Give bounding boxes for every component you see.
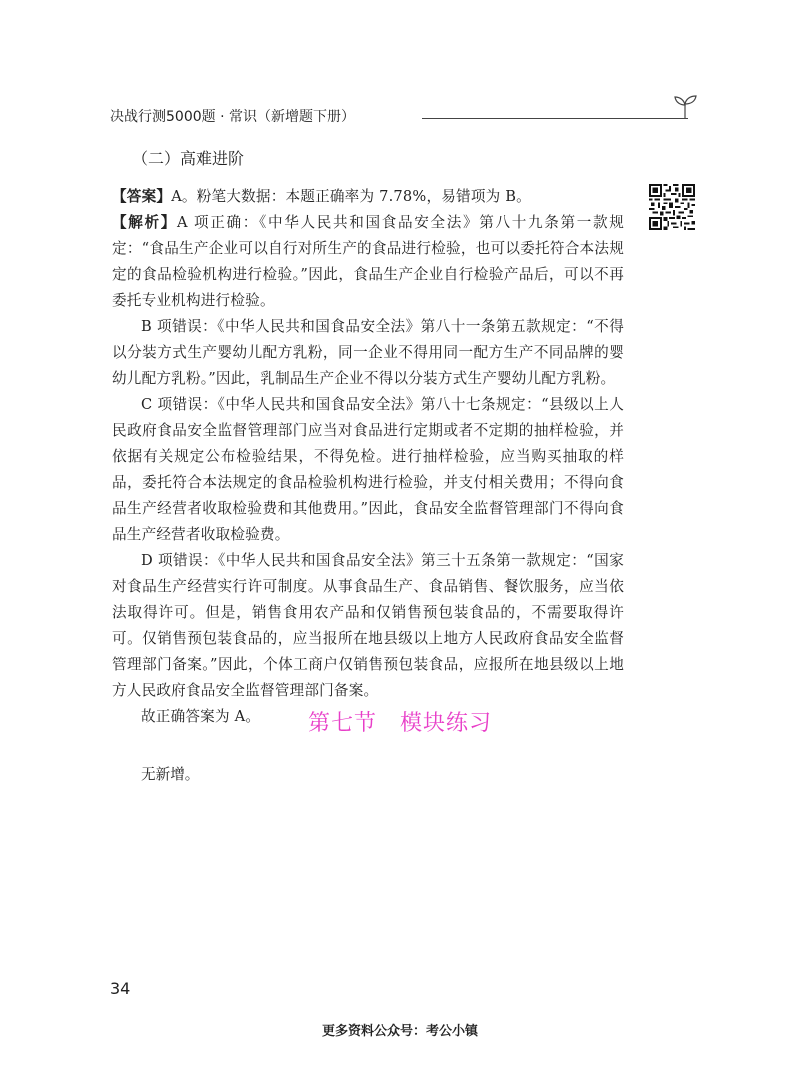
running-title: 决战行测5000题 · 常识（新增题下册）	[110, 109, 355, 125]
analysis-tag: 【解析】	[112, 214, 177, 231]
conclusion-paragraph: 故正确答案为 A。	[141, 708, 261, 725]
header-rule	[422, 118, 688, 119]
analysis-paragraph	[112, 210, 624, 314]
option-b-paragraph: B 项错误：《中华人民共和国食品安全法》第八十一条第五款规定：“不得以分装方式生产婴幼儿配方乳粉，同一企业不得用同一配方生产不同品牌的婴幼儿配方乳粉。”因此，乳制品生产企业不得以分装方式生产婴幼儿配方乳粉。	[112, 318, 624, 387]
page-number: 34	[110, 979, 131, 998]
answer-text: A。粉笔大数据：本题正确率为 7.78%，易错项为 B。	[171, 188, 531, 205]
answer-body	[112, 184, 624, 730]
section-body: 无新增。	[141, 766, 200, 783]
running-header	[110, 106, 700, 130]
answer-tag: 【答案】	[112, 188, 172, 205]
qr-code-icon	[649, 184, 695, 230]
option-c-paragraph: C 项错误：《中华人民共和国食品安全法》第八十七条规定：“县级以上人民政府食品安全监督管理部门应当对食品进行定期或者不定期的抽样检验，并依据有关规定公布检验结果，不得免检。进行抽样检验，应当购买抽取的样品，委托符合本法规定的食品检验机构进行检验，并支付相关费用；不得向食品生产经营者收取检验费和其他费用。”因此，食品安全监督管理部门不得向食品生产经营者收取检验费。	[112, 396, 624, 543]
section-title: 第七节 模块练习	[307, 711, 492, 736]
sprout-icon	[670, 92, 700, 120]
option-d-paragraph: D 项错误：《中华人民共和国食品安全法》第三十五条第一款规定：“国家对食品生产经营实行许可制度。从事食品生产、食品销售、餐饮服务，应当依法取得许可。但是，销售食用农产品和仅销售预包装食品的，不需要取得许可。仅销售预包装食品的，应当报所在地县级以上地方人民政府食品安全监督管理部门备案。”因此，个体工商户仅销售预包装食品，应报所在地县级以上地方人民政府食品安全监督管理部门备案。	[112, 552, 624, 699]
analysis-text: A 项正确：《中华人民共和国食品安全法》第八十九条第一款规定：“食品生产企业可以自行对所生产的食品进行检验，也可以委托符合本法规定的食品检验机构进行检验。”因此，食品生产企业自行检验产品后，可以不再委托专业机构进行检验。	[112, 214, 624, 309]
sub-heading: （二）高难进阶	[132, 149, 245, 168]
answer-paragraph	[112, 184, 624, 210]
footer-note: 更多资料公众号：考公小镇	[321, 1024, 478, 1039]
